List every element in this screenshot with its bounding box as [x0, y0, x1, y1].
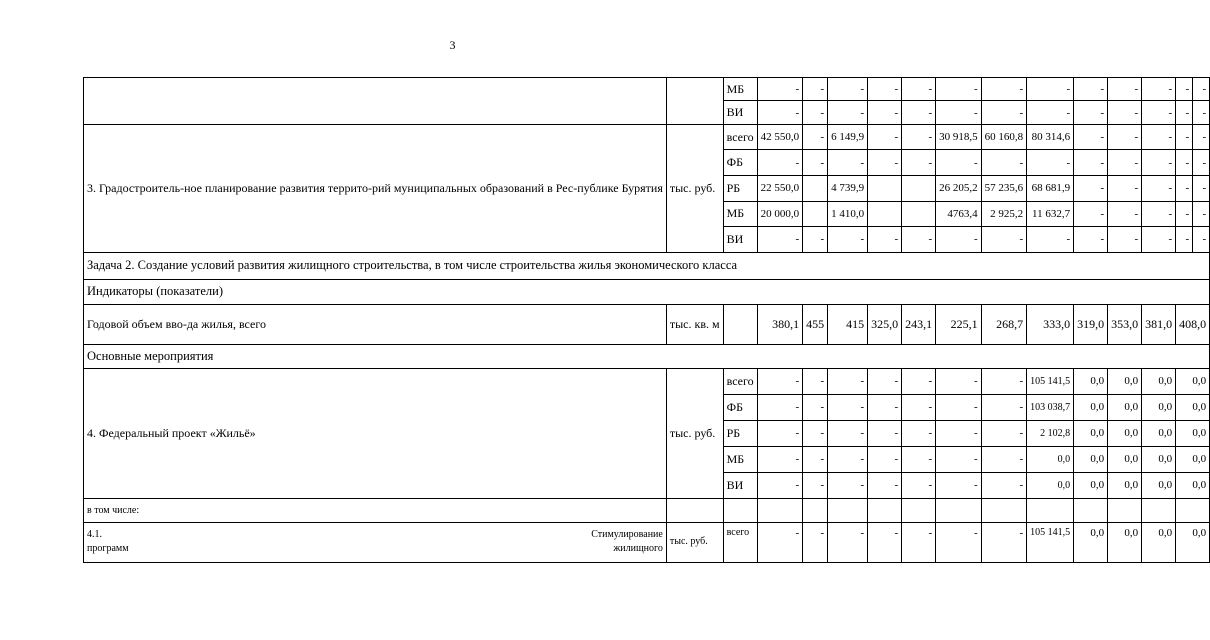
- value-cell: -: [803, 394, 828, 420]
- value-cell: -: [757, 101, 803, 124]
- table-row: [84, 522, 1210, 562]
- task-2-heading: Задача 2. Создание условий развития жилищного строительства, в том числе строительства жилья экономического класса: [84, 252, 1210, 279]
- value-cell: 20 000,0: [757, 201, 803, 227]
- value-cell: -: [757, 472, 803, 498]
- value-cell: 0,0: [1142, 420, 1176, 446]
- empty-cell: [1142, 498, 1176, 522]
- value-cell: -: [936, 522, 982, 562]
- value-cell: 11 632,7: [1027, 201, 1074, 227]
- funding-source-cell: МБ: [723, 78, 757, 101]
- value-cell: -: [1193, 175, 1210, 201]
- value-cell: -: [803, 472, 828, 498]
- value-cell: -: [1074, 201, 1108, 227]
- value-cell: -: [902, 101, 936, 124]
- empty-cell: [902, 498, 936, 522]
- value-cell: -: [936, 368, 982, 394]
- value-cell: -: [1027, 150, 1074, 176]
- value-cell: 26 205,2: [936, 175, 982, 201]
- value-cell: 0,0: [1108, 522, 1142, 562]
- value-cell: 42 550,0: [757, 124, 803, 150]
- value-cell: -: [1027, 78, 1074, 101]
- indicator-value-cell: 225,1: [936, 304, 982, 344]
- value-cell: -: [936, 472, 982, 498]
- value-cell: -: [981, 446, 1027, 472]
- value-cell: 0,0: [1176, 394, 1210, 420]
- empty-cell: [757, 498, 803, 522]
- including-label: в том числе:: [84, 498, 667, 522]
- value-cell: -: [902, 420, 936, 446]
- value-cell: 0,0: [1176, 368, 1210, 394]
- value-cell: 0,0: [1074, 472, 1108, 498]
- measure-4-1-title: [84, 522, 667, 562]
- value-cell: -: [757, 227, 803, 253]
- value-cell: -: [1142, 150, 1176, 176]
- value-cell: [868, 201, 902, 227]
- main-measures-heading: Основные мероприятия: [84, 344, 1210, 368]
- indicator-value-cell: 333,0: [1027, 304, 1074, 344]
- value-cell: -: [1142, 101, 1176, 124]
- empty-cell: [1108, 498, 1142, 522]
- page-number: 3: [449, 38, 456, 52]
- value-cell: 68 681,9: [1027, 175, 1074, 201]
- value-cell: -: [1108, 201, 1142, 227]
- value-cell: -: [868, 472, 902, 498]
- value-cell: -: [1176, 78, 1193, 101]
- value-cell: -: [1142, 124, 1176, 150]
- value-cell: -: [902, 446, 936, 472]
- indicator-value-cell: 415: [828, 304, 868, 344]
- value-cell: -: [1193, 101, 1210, 124]
- value-cell: 57 235,6: [981, 175, 1027, 201]
- value-cell: 0,0: [1142, 446, 1176, 472]
- indicator-value-cell: 268,7: [981, 304, 1027, 344]
- value-cell: -: [868, 446, 902, 472]
- value-cell: -: [902, 472, 936, 498]
- value-cell: 0,0: [1074, 446, 1108, 472]
- measure-title-cell: [84, 78, 667, 125]
- indicator-value-cell: 380,1: [757, 304, 803, 344]
- measure-4-unit: тыс. руб.: [666, 368, 723, 498]
- value-cell: [803, 175, 828, 201]
- indicator-value-cell: 381,0: [1142, 304, 1176, 344]
- value-cell: 0,0: [1142, 394, 1176, 420]
- indicator-value-cell: 325,0: [868, 304, 902, 344]
- value-cell: -: [828, 150, 868, 176]
- value-cell: 0,0: [1027, 446, 1074, 472]
- value-cell: 60 160,8: [981, 124, 1027, 150]
- value-cell: 2 102,8: [1027, 420, 1074, 446]
- value-cell: -: [1074, 101, 1108, 124]
- measure-3-title: 3. Градостроитель-ное планирование развития террито-рий муниципальных образований в Рес-публике Бурятия: [84, 124, 667, 252]
- value-cell: -: [803, 522, 828, 562]
- value-cell: -: [868, 420, 902, 446]
- value-cell: 2 925,2: [981, 201, 1027, 227]
- value-cell: -: [803, 101, 828, 124]
- indicators-heading: Индикаторы (показатели): [84, 279, 1210, 304]
- value-cell: -: [936, 150, 982, 176]
- funding-source-cell: ФБ: [723, 150, 757, 176]
- value-cell: -: [981, 522, 1027, 562]
- funding-source-cell: МБ: [723, 201, 757, 227]
- value-cell: -: [902, 124, 936, 150]
- value-cell: -: [981, 227, 1027, 253]
- value-cell: -: [757, 368, 803, 394]
- value-cell: -: [1176, 227, 1193, 253]
- funding-source-cell: всего: [723, 522, 757, 562]
- value-cell: -: [1074, 150, 1108, 176]
- value-cell: -: [1142, 201, 1176, 227]
- table-row: [84, 124, 1210, 150]
- funding-source-cell: РБ: [723, 420, 757, 446]
- indicator-value-cell: 353,0: [1108, 304, 1142, 344]
- value-cell: -: [757, 420, 803, 446]
- value-cell: 103 038,7: [1027, 394, 1074, 420]
- value-cell: 0,0: [1108, 446, 1142, 472]
- value-cell: -: [1142, 175, 1176, 201]
- empty-cell: [981, 498, 1027, 522]
- value-cell: -: [1142, 227, 1176, 253]
- value-cell: -: [803, 227, 828, 253]
- value-cell: 22 550,0: [757, 175, 803, 201]
- value-cell: -: [936, 394, 982, 420]
- value-cell: -: [902, 368, 936, 394]
- funding-source-cell: всего: [723, 368, 757, 394]
- value-cell: 1 410,0: [828, 201, 868, 227]
- value-cell: 30 918,5: [936, 124, 982, 150]
- funding-source-cell: ФБ: [723, 394, 757, 420]
- value-cell: -: [902, 150, 936, 176]
- table-row: [84, 368, 1210, 394]
- empty-cell: [936, 498, 982, 522]
- value-cell: -: [1074, 175, 1108, 201]
- funding-source-cell: всего: [723, 124, 757, 150]
- value-cell: [868, 175, 902, 201]
- value-cell: -: [757, 394, 803, 420]
- value-cell: -: [803, 420, 828, 446]
- unit-cell: [666, 78, 723, 125]
- funding-source-cell: [723, 304, 757, 344]
- value-cell: -: [981, 101, 1027, 124]
- value-cell: -: [828, 101, 868, 124]
- value-cell: -: [1027, 227, 1074, 253]
- value-cell: -: [1193, 201, 1210, 227]
- value-cell: -: [828, 472, 868, 498]
- value-cell: 0,0: [1074, 368, 1108, 394]
- empty-cell: [828, 498, 868, 522]
- value-cell: -: [1142, 78, 1176, 101]
- value-cell: -: [1027, 101, 1074, 124]
- value-cell: -: [1176, 150, 1193, 176]
- value-cell: [803, 201, 828, 227]
- value-cell: -: [828, 522, 868, 562]
- value-cell: 0,0: [1142, 368, 1176, 394]
- value-cell: -: [936, 227, 982, 253]
- value-cell: -: [1074, 227, 1108, 253]
- table-row: [84, 498, 1210, 522]
- empty-cell: [803, 498, 828, 522]
- value-cell: 0,0: [1108, 472, 1142, 498]
- value-cell: -: [1193, 150, 1210, 176]
- value-cell: -: [757, 446, 803, 472]
- value-cell: -: [902, 227, 936, 253]
- funding-source-cell: ВИ: [723, 227, 757, 253]
- value-cell: 4763,4: [936, 201, 982, 227]
- indicator-title: Годовой объем вво-да жилья, всего: [84, 304, 667, 344]
- value-cell: -: [803, 368, 828, 394]
- value-cell: 105 141,5: [1027, 368, 1074, 394]
- value-cell: -: [1108, 175, 1142, 201]
- value-cell: 0,0: [1176, 446, 1210, 472]
- value-cell: -: [1108, 150, 1142, 176]
- value-cell: -: [803, 78, 828, 101]
- value-cell: -: [803, 124, 828, 150]
- value-cell: 0,0: [1176, 420, 1210, 446]
- value-cell: -: [981, 78, 1027, 101]
- empty-cell: [1074, 498, 1108, 522]
- value-cell: 6 149,9: [828, 124, 868, 150]
- value-cell: 0,0: [1176, 472, 1210, 498]
- value-cell: -: [1108, 101, 1142, 124]
- measure-3-unit: тыс. руб.: [666, 124, 723, 252]
- value-cell: -: [828, 420, 868, 446]
- table-body: [84, 78, 1210, 563]
- value-cell: -: [936, 420, 982, 446]
- value-cell: 0,0: [1108, 420, 1142, 446]
- funding-source-cell: ВИ: [723, 101, 757, 124]
- measure-4-title: 4. Федеральный проект «Жильё»: [84, 368, 667, 498]
- value-cell: -: [828, 78, 868, 101]
- value-cell: 0,0: [1027, 472, 1074, 498]
- value-cell: -: [981, 368, 1027, 394]
- value-cell: -: [868, 78, 902, 101]
- value-cell: -: [868, 101, 902, 124]
- value-cell: 0,0: [1108, 368, 1142, 394]
- empty-cell: [868, 498, 902, 522]
- program-funding-table: [83, 77, 1210, 563]
- value-cell: [902, 175, 936, 201]
- value-cell: 0,0: [1142, 472, 1176, 498]
- value-cell: -: [803, 150, 828, 176]
- value-cell: 0,0: [1074, 522, 1108, 562]
- funding-source-cell: РБ: [723, 175, 757, 201]
- value-cell: -: [828, 227, 868, 253]
- measure-4-1-title-line1: 4.1. Стимулирование: [87, 529, 663, 541]
- value-cell: -: [868, 394, 902, 420]
- value-cell: -: [868, 368, 902, 394]
- indicator-value-cell: 319,0: [1074, 304, 1108, 344]
- value-cell: -: [981, 394, 1027, 420]
- value-cell: -: [1176, 101, 1193, 124]
- value-cell: -: [1193, 124, 1210, 150]
- value-cell: -: [828, 446, 868, 472]
- value-cell: -: [936, 446, 982, 472]
- indicator-value-cell: 243,1: [902, 304, 936, 344]
- indicator-value-cell: 455: [803, 304, 828, 344]
- value-cell: [902, 201, 936, 227]
- value-cell: 0,0: [1176, 522, 1210, 562]
- value-cell: -: [936, 78, 982, 101]
- measure-4-1-unit: тыс. руб.: [666, 522, 723, 562]
- value-cell: -: [868, 227, 902, 253]
- value-cell: -: [981, 420, 1027, 446]
- table-row: [84, 252, 1210, 279]
- value-cell: -: [981, 150, 1027, 176]
- value-cell: -: [1108, 78, 1142, 101]
- value-cell: -: [803, 446, 828, 472]
- value-cell: 4 739,9: [828, 175, 868, 201]
- funding-source-cell: МБ: [723, 446, 757, 472]
- value-cell: 0,0: [1142, 522, 1176, 562]
- value-cell: -: [902, 78, 936, 101]
- value-cell: 0,0: [1074, 420, 1108, 446]
- value-cell: -: [1074, 78, 1108, 101]
- value-cell: -: [1074, 124, 1108, 150]
- indicator-value-cell: 408,0: [1176, 304, 1210, 344]
- value-cell: -: [1108, 124, 1142, 150]
- indicator-unit: тыс. кв. м: [666, 304, 723, 344]
- value-cell: -: [1176, 124, 1193, 150]
- empty-cell: [1027, 498, 1074, 522]
- value-cell: -: [981, 472, 1027, 498]
- value-cell: -: [868, 150, 902, 176]
- empty-cell: [1176, 498, 1210, 522]
- value-cell: 0,0: [1074, 394, 1108, 420]
- value-cell: -: [757, 150, 803, 176]
- value-cell: -: [1193, 227, 1210, 253]
- value-cell: -: [1176, 201, 1193, 227]
- empty-cell: [723, 498, 757, 522]
- value-cell: 105 141,5: [1027, 522, 1074, 562]
- value-cell: -: [757, 522, 803, 562]
- value-cell: -: [902, 394, 936, 420]
- value-cell: -: [757, 78, 803, 101]
- table-row: [84, 344, 1210, 368]
- table-row: [84, 279, 1210, 304]
- value-cell: -: [1108, 227, 1142, 253]
- value-cell: 80 314,6: [1027, 124, 1074, 150]
- value-cell: -: [868, 522, 902, 562]
- table-row: [84, 78, 1210, 101]
- value-cell: -: [868, 124, 902, 150]
- value-cell: -: [936, 101, 982, 124]
- value-cell: -: [1176, 175, 1193, 201]
- funding-source-cell: ВИ: [723, 472, 757, 498]
- value-cell: -: [828, 368, 868, 394]
- value-cell: -: [828, 394, 868, 420]
- value-cell: -: [902, 522, 936, 562]
- value-cell: -: [1193, 78, 1210, 101]
- value-cell: 0,0: [1108, 394, 1142, 420]
- empty-cell: [666, 498, 723, 522]
- table-row: [84, 304, 1210, 344]
- measure-4-1-title-line2: программ жилищного: [87, 543, 663, 555]
